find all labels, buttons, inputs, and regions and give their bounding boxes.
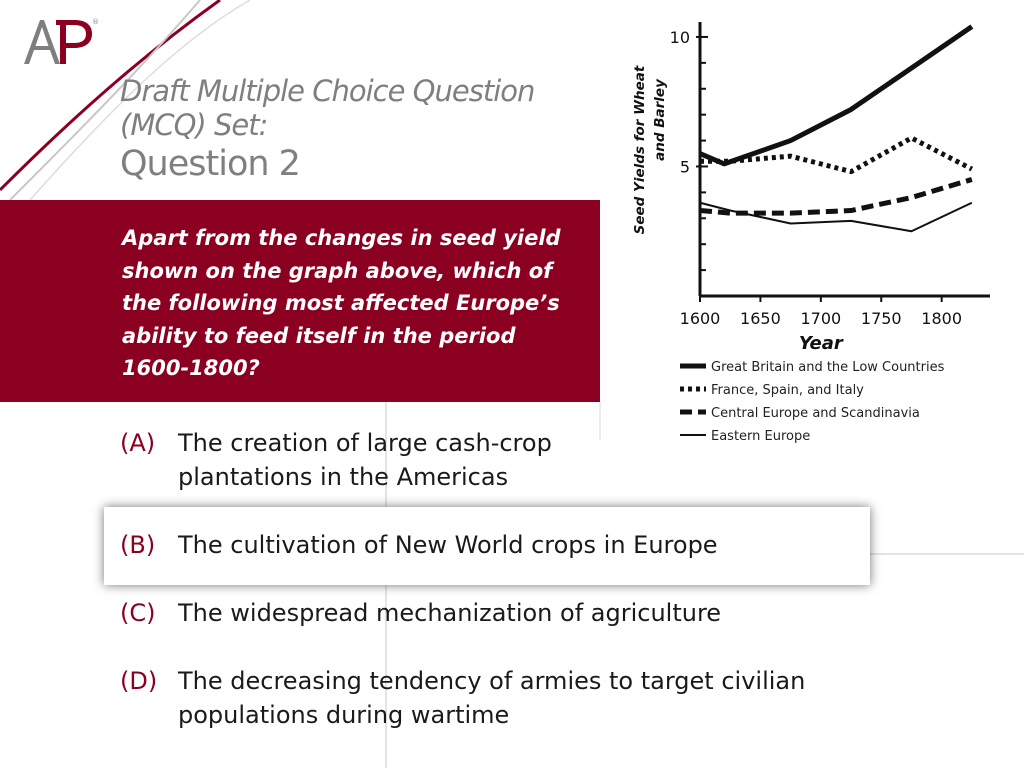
seed-yield-chart: [620, 20, 1010, 450]
y-tick-label: 5: [679, 157, 690, 177]
option-a-text-line2: plantations in the Americas: [178, 463, 509, 491]
option-b-letter: (B): [120, 531, 156, 559]
series-line-4: [700, 203, 972, 231]
option-c-letter: (C): [120, 599, 156, 627]
y-axis-label-line2: and Barley: [652, 79, 668, 161]
series-line-2: [700, 138, 972, 172]
option-c[interactable]: [120, 596, 860, 632]
legend-label-3: Central Europe and Scandinavia: [711, 406, 920, 421]
title-line-1: Draft Multiple Choice Question: [120, 74, 535, 108]
option-b[interactable]: [120, 528, 860, 564]
legend-label-4: Eastern Europe: [711, 429, 811, 444]
option-a-text-line1: The creation of large cash-crop: [178, 429, 552, 457]
option-a-letter: (A): [120, 429, 156, 457]
ap-logo: [22, 14, 98, 68]
option-d[interactable]: [120, 664, 900, 734]
option-b-text: The cultivation of New World crops in Europe: [178, 531, 718, 559]
x-tick-label: 1800: [921, 309, 963, 328]
x-tick-label: 1650: [740, 309, 781, 328]
question-prompt: Apart from the changes in seed yield shown on the graph above, which of the following most affected Europe’s ability to feed itself in the period 1600-1800?: [122, 226, 561, 380]
title-main: Question 2: [120, 144, 300, 184]
x-tick-label: 1600: [679, 309, 721, 328]
legend-label-2: France, Spain, and Italy: [711, 383, 864, 398]
x-axis-label: Year: [798, 333, 843, 354]
y-axis-label-line1: Seed Yields for Wheat: [632, 65, 648, 235]
slide-title: [120, 74, 590, 186]
option-d-letter: (D): [120, 667, 158, 695]
series-line-1: [700, 27, 972, 164]
registered-mark: ®: [92, 18, 99, 26]
y-tick-label: 10: [669, 27, 690, 47]
option-d-text-line2: populations during wartime: [178, 701, 510, 729]
series-line-3: [700, 179, 972, 213]
option-d-text-line1: The decreasing tendency of armies to target civilian: [178, 667, 806, 695]
x-tick-label: 1750: [860, 309, 902, 328]
title-line-2: (MCQ) Set:: [120, 108, 268, 142]
legend-label-1: Great Britain and the Low Countries: [711, 360, 945, 375]
option-c-text: The widespread mechanization of agriculture: [178, 599, 722, 627]
x-tick-label: 1700: [800, 309, 842, 328]
